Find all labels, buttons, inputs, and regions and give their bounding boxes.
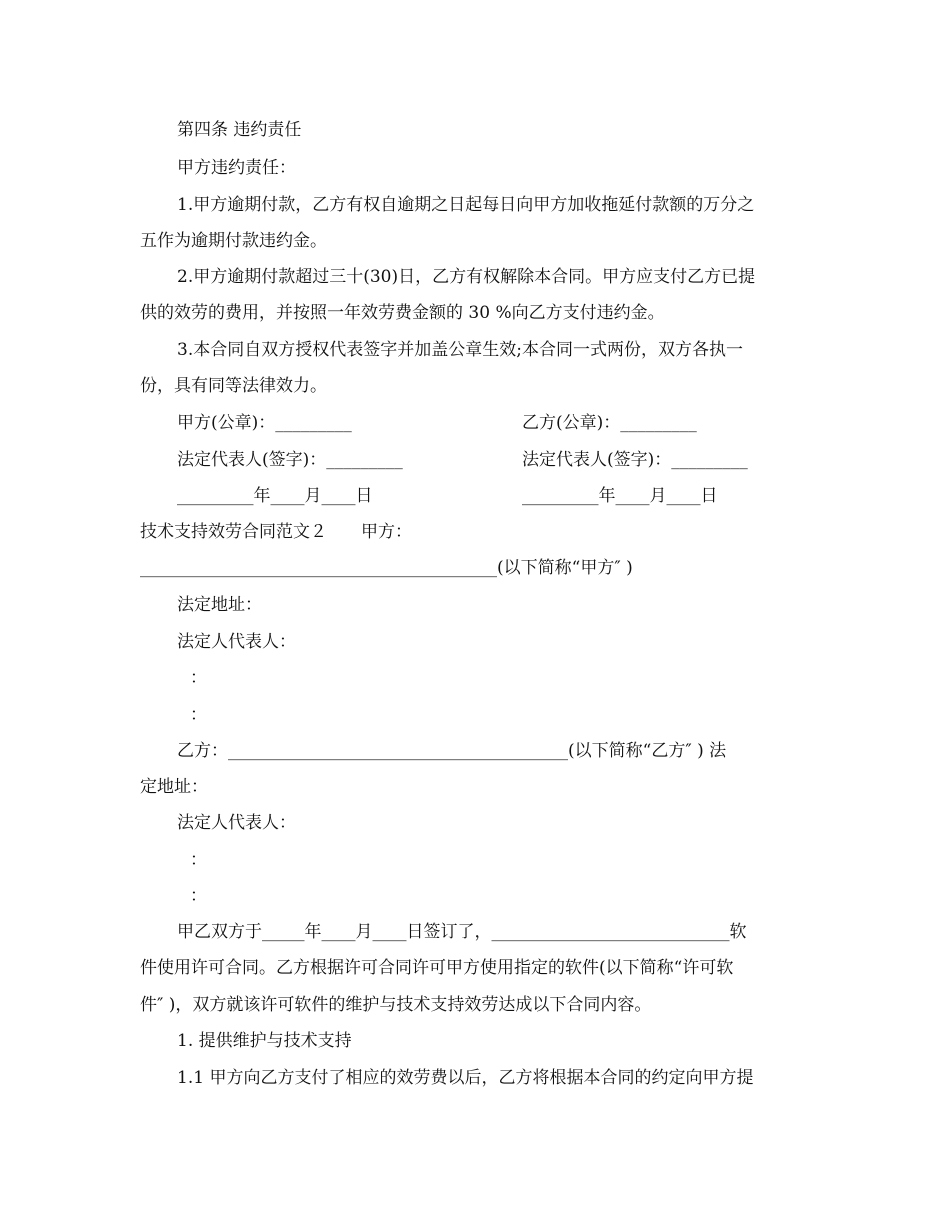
party-a-address-label: 法定地址： bbox=[177, 595, 262, 615]
clause-2-line-2: 供的效劳的费用，并按照一年效劳费金额的 30 %向乙方支付违约金。 bbox=[140, 303, 665, 323]
signing-line-1: 甲乙双方于_____年____月____日签订了，____________________________软 bbox=[177, 922, 747, 942]
party-a-colon-1: ： bbox=[190, 668, 207, 688]
clause-2-line-1: 2.甲方逾期付款超过三十(30)日，乙方有权解除本合同。甲方应支付乙方已提 bbox=[177, 267, 756, 287]
signing-line-3: 件″ )，双方就该许可软件的维护与技术支持效劳达成以下合同内容。 bbox=[140, 995, 652, 1015]
party-b-seal-line: 乙方(公章)：_________ bbox=[522, 413, 697, 433]
party-a-colon-2: ： bbox=[190, 705, 207, 725]
party-b-rep-signature-line: 法定代表人(签字)：_________ bbox=[522, 450, 748, 470]
party-a-seal-line: 甲方(公章)：_________ bbox=[177, 413, 352, 433]
article-4-title: 第四条 违约责任 bbox=[177, 120, 302, 140]
party-b-colon-1: ： bbox=[190, 850, 207, 870]
party-a-rep-signature-line: 法定代表人(签字)：_________ bbox=[177, 450, 403, 470]
party-a-name-blank: __________________________________________(以下简称“甲方″ ) bbox=[140, 558, 633, 578]
signing-line-2: 件使用许可合同。乙方根据许可合同许可甲方使用指定的软件(以下简称“许可软 bbox=[140, 958, 734, 978]
party-b-date-line: _________年____月____日 bbox=[522, 486, 718, 506]
party-b-colon-2: ： bbox=[190, 886, 207, 906]
party-a-date-line: _________年____月____日 bbox=[177, 486, 373, 506]
clause-3-line-1: 3.本合同自双方授权代表签字并加盖公章生效;本合同一式两份，双方各执一 bbox=[177, 340, 743, 360]
sample-2-heading: 技术支持效劳合同范文２ 甲方： bbox=[140, 522, 412, 542]
clause-1-line-1: 1.甲方逾期付款，乙方有权自逾期之日起每日向甲方加收拖延付款额的万分之 bbox=[177, 195, 755, 215]
party-b-line-2: 定地址： bbox=[140, 777, 208, 797]
clause-3-line-2: 份，具有同等法律效力。 bbox=[140, 376, 327, 396]
party-a-liability-heading: 甲方违约责任： bbox=[177, 158, 296, 178]
party-b-line-1: 乙方：________________________________________(以下简称“乙方″ ) 法 bbox=[177, 741, 727, 761]
clause-1-line-2: 五作为逾期付款违约金。 bbox=[140, 231, 327, 251]
section-1-title: 1. 提供维护与技术支持 bbox=[177, 1031, 352, 1051]
party-b-rep-label: 法定人代表人： bbox=[177, 813, 296, 833]
party-a-rep-label: 法定人代表人： bbox=[177, 632, 296, 652]
section-1-1-text: 1.1 甲方向乙方支付了相应的效劳费以后，乙方将根据本合同的约定向甲方提 bbox=[177, 1068, 754, 1088]
